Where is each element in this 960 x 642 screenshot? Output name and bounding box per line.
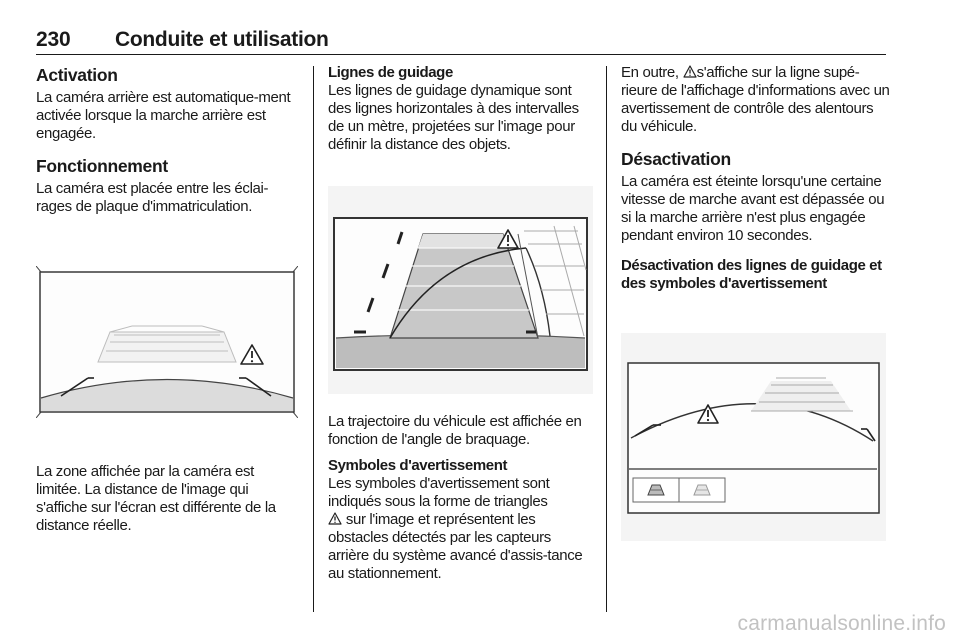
column-1 <box>36 64 298 216</box>
column-2-lower <box>328 413 593 583</box>
column-2 <box>328 64 593 154</box>
column-3 <box>621 64 891 293</box>
guide-lines-heading: Lignes de guidage <box>328 64 453 81</box>
activation-text: La caméra arrière est automatique-ment activée lorsque la marche arrière est engagée. <box>36 89 291 142</box>
warning-symbols-toggle-icon[interactable] <box>679 478 725 502</box>
page-header <box>36 28 886 55</box>
guide-lines-toggle-icon[interactable] <box>633 478 679 502</box>
footer-watermark: carmanualsonline.info <box>737 612 946 635</box>
warning-triangle-icon <box>328 512 342 525</box>
page-number: 230 <box>36 28 71 51</box>
warning-symbols-heading: Symboles d'avertissement <box>328 457 508 474</box>
camera-view-figure <box>36 266 298 418</box>
activation-heading: Activation <box>36 65 118 85</box>
operation-heading: Fonctionnement <box>36 156 168 176</box>
area-text: La zone affichée par la caméra est limitée. La distance de l'image qui s'affiche sur l'écran est différente de la distance réelle. <box>36 463 276 534</box>
deactivate-guides-heading: Désactivation des lignes de guidage et des symboles d'avertissement <box>621 257 882 292</box>
deactivation-figure <box>621 333 886 541</box>
column-divider <box>606 66 607 612</box>
deactivation-text: La caméra est éteinte lorsqu'une certaine vitesse de marche avant est dépassée ou si la marche arrière n'est plus engagée pendant environ 10 secondes. <box>621 173 885 244</box>
page-title: Conduite et utilisation <box>115 28 329 51</box>
warning-symbols-text: Les symboles d'avertissement sont indiqués sous la forme de triangles sur l'image et représentent les obstacles détectés par les capteurs arrière du système avancé d'assis-tance au stationnement. <box>328 475 583 582</box>
guide-lines-text: Les lignes de guidage dynamique sont des lignes horizontales à des intervalles de un mètre, projetées sur l'image pour définir la distance des objets. <box>328 82 579 153</box>
trajectory-text: La trajectoire du véhicule est affichée en fonction de l'angle de braquage. <box>328 413 582 448</box>
deactivation-heading: Désactivation <box>621 149 731 169</box>
guide-lines-figure <box>328 186 593 394</box>
column-divider <box>313 66 314 612</box>
operation-text: La caméra est placée entre les éclai-rages de plaque d'immatriculation. <box>36 180 269 215</box>
column-1-lower <box>36 463 298 535</box>
extra-warning-text: En outre, s'affiche sur la ligne supé-rieure de l'affichage d'informations avec un avertissement de contrôle des alentours du véhicule. <box>621 64 890 135</box>
warning-triangle-icon <box>683 65 697 78</box>
